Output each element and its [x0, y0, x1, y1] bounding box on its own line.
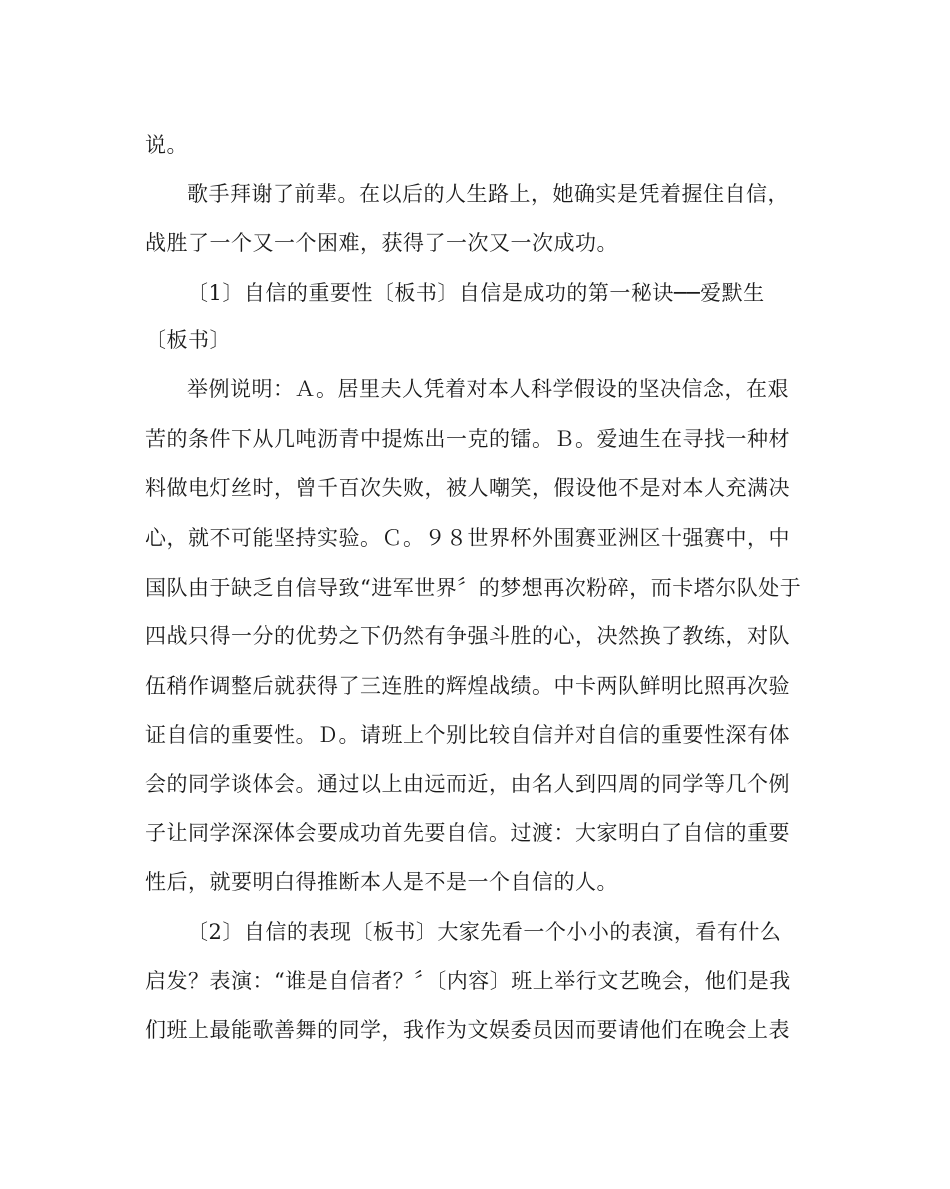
text-line: 苦的条件下从几吨沥青中提炼出一克的镭。Ｂ。爱迪生在寻找一种材	[145, 427, 790, 451]
text-line: 心，就不可能坚持实验。Ｃ。９８世界杯外围赛亚洲区十强赛中，中	[145, 526, 790, 550]
text-line: 子让同学深深体会要成功首先要自信。过渡：大家明白了自信的重要	[145, 821, 790, 845]
paragraph-start: 歌手拜谢了前辈。在以后的人生路上，她确实是凭着握住自信，	[187, 182, 789, 206]
text-line: 说。	[145, 133, 188, 157]
section-heading-2: 〔2〕自信的表现〔板书〕大家先看一个小小的表演，看有什么	[187, 920, 782, 944]
paragraph-start: 举例说明：Ａ。居里夫人凭着对本人科学假设的坚决信念，在艰	[187, 377, 789, 401]
text-line: 证自信的重要性。Ｄ。请班上个别比较自信并对自信的重要性深有体	[145, 723, 790, 747]
text-line: 会的同学谈体会。通过以上由远而近，由名人到四周的同学等几个例	[145, 772, 790, 796]
text-line: 国队由于缺乏自信导致“进军世界〞的梦想再次粉碎，而卡塔尔队处于	[145, 576, 802, 600]
text-line: 性后，就要明白得推断本人是不是一个自信的人。	[145, 870, 618, 894]
text-line: 们班上最能歌善舞的同学，我作为文娱委员因而要请他们在晚会上表	[145, 1018, 790, 1042]
text-line: 战胜了一个又一个困难，获得了一次又一次成功。	[145, 231, 618, 255]
section-heading-1: 〔1〕自信的重要性〔板书〕自信是成功的第一秘诀──爱默生	[187, 281, 765, 305]
text-line: 料做电灯丝时，曾千百次失败，被人嘲笑，假设他不是对本人充满决	[145, 476, 790, 500]
text-line: 启发？表演：“谁是自信者？〞〔内容〕班上举行文艺晚会，他们是我	[145, 969, 791, 993]
text-line: 〔板书〕	[145, 328, 231, 352]
text-line: 伍稍作调整后就获得了三连胜的辉煌战绩。中卡两队鲜明比照再次验	[145, 674, 790, 698]
text-line: 四战只得一分的优势之下仍然有争强斗胜的心，决然换了教练，对队	[145, 624, 790, 648]
